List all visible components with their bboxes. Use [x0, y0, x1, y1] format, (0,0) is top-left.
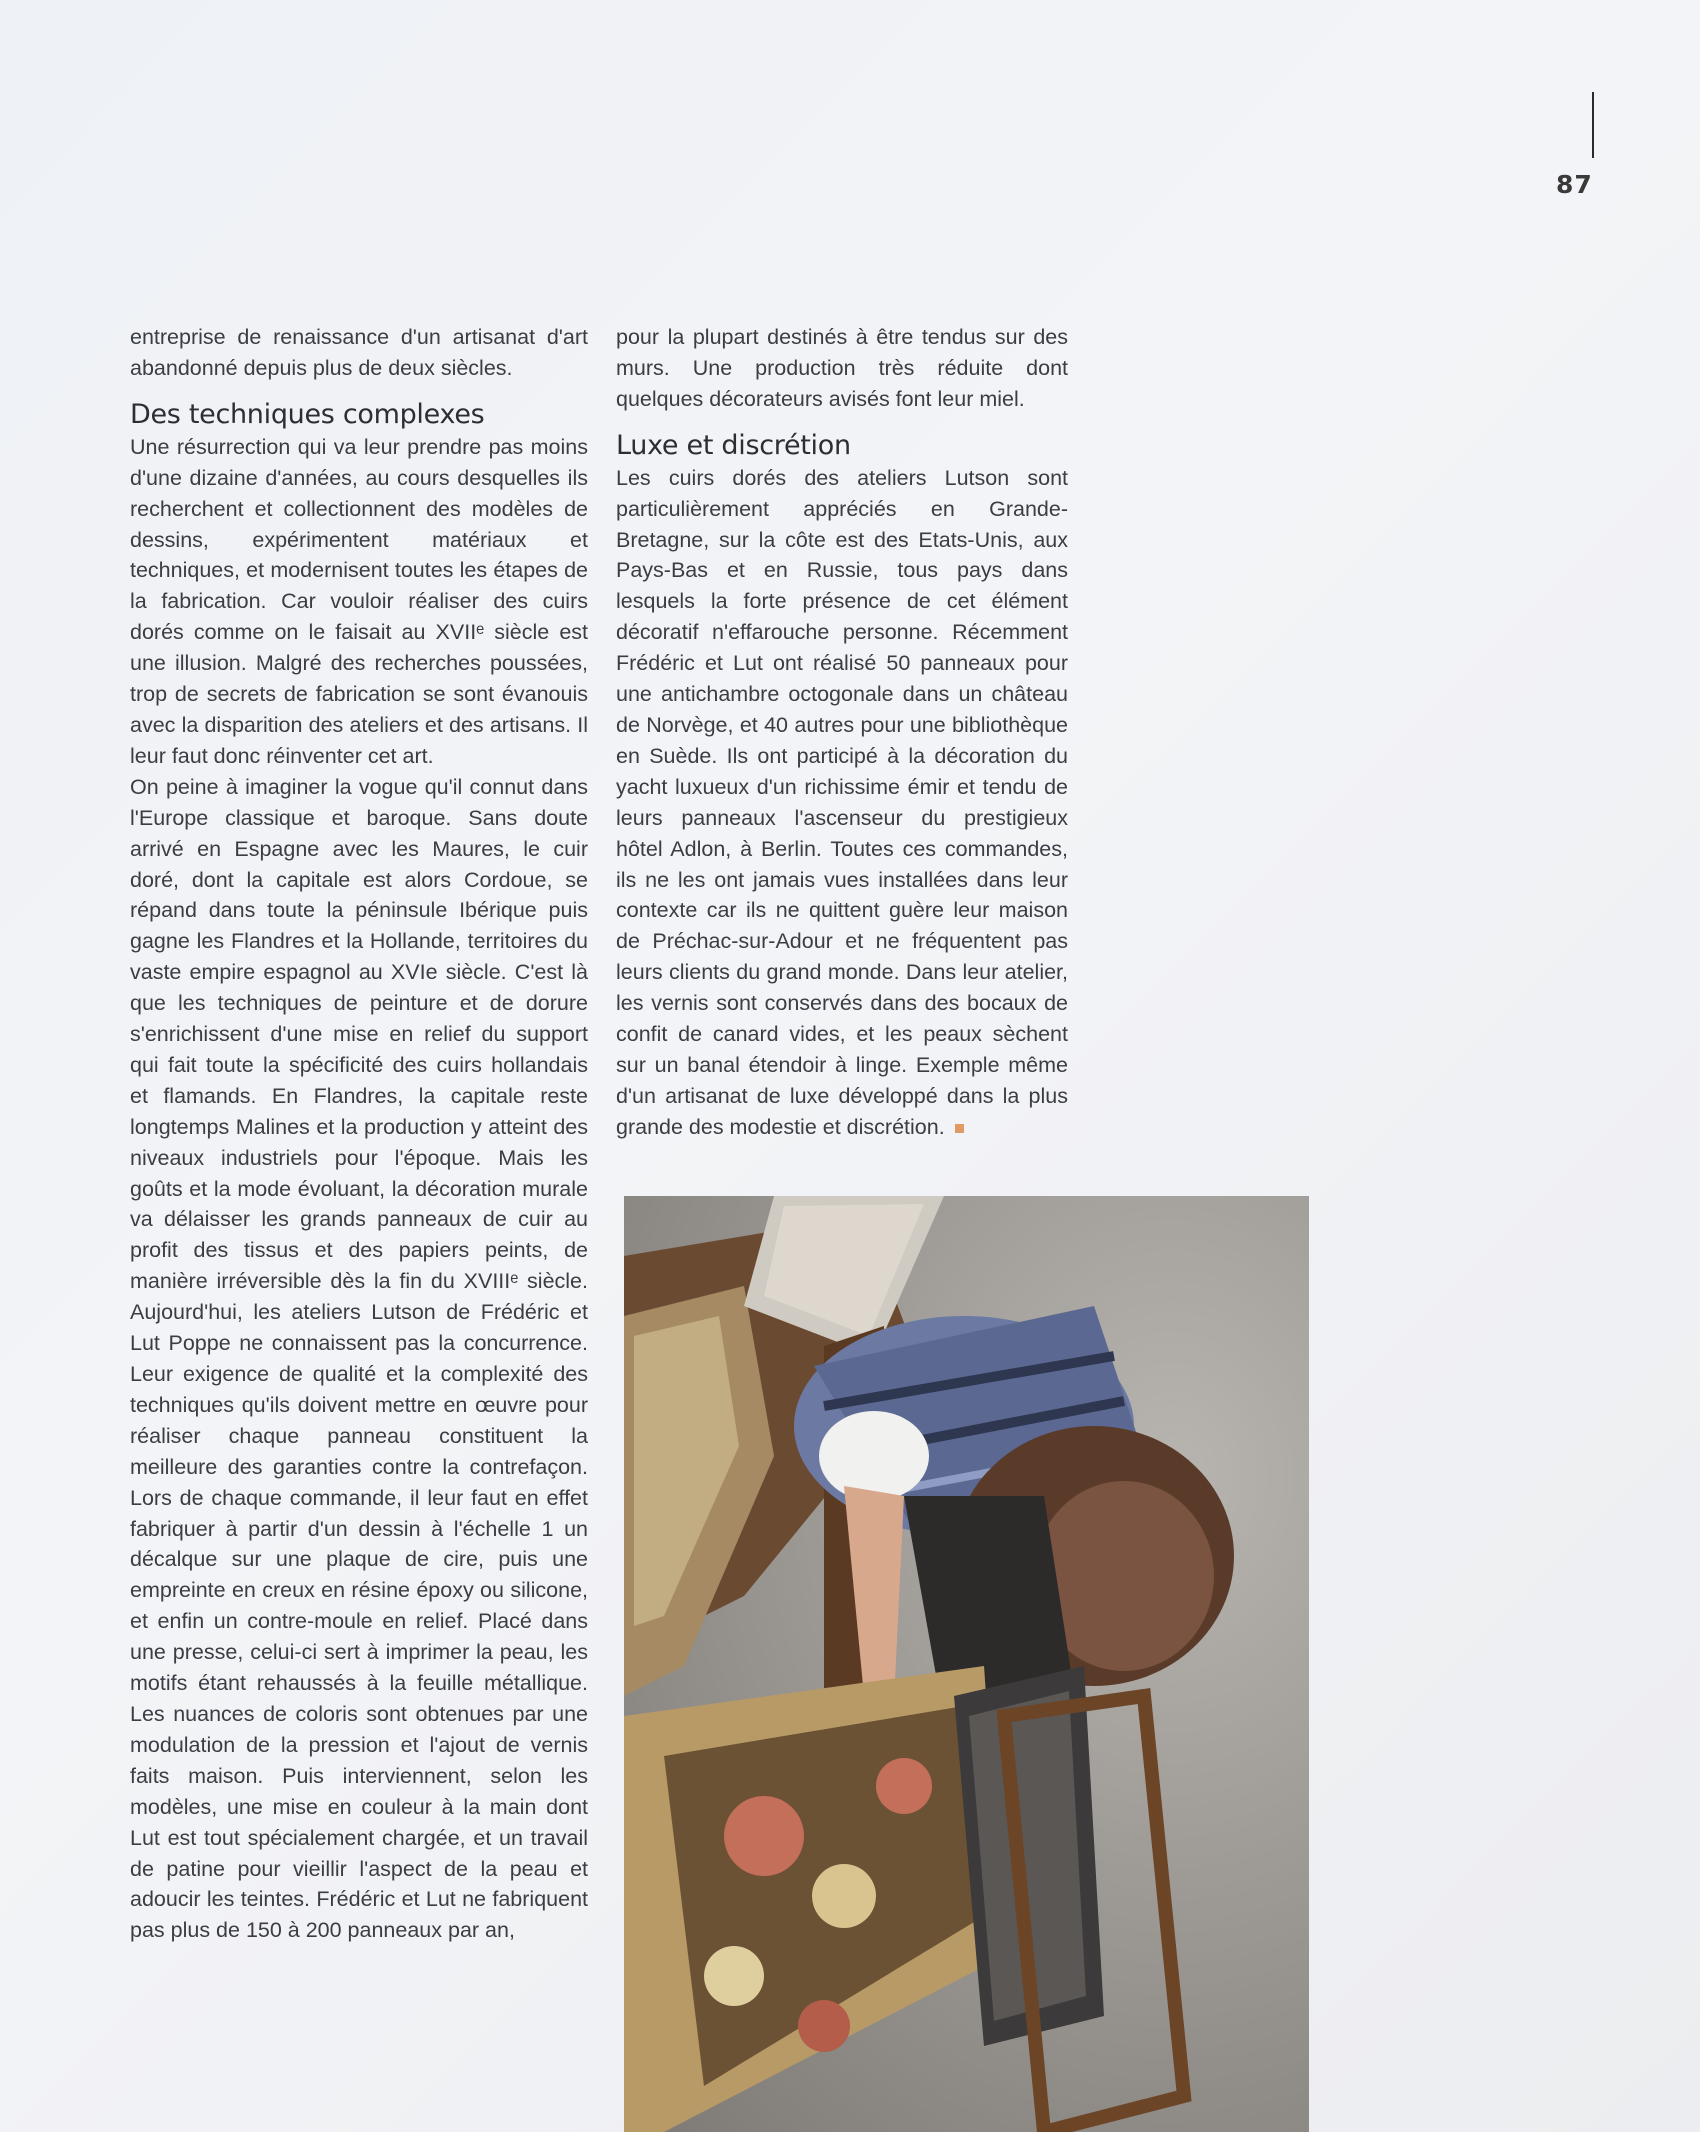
- paragraph-text: Les cuirs dorés des ateliers Lutson sont particulièrement appréciés en Grande-Bretagne, sur la côte est des Etats-Unis, aux Pays-Bas et en Russie, tous pays dans lesquels la forte présence de cet élément décoratif n'effarouche personne. Récemment Frédéric et Lut ont réalisé 50 panneaux pour une antichambre octogonale dans un château de Norvège, et 40 autres pour une bibliothèque en Suède. Ils ont participé à la décoration du yacht luxueux d'un richissime émir et tendu de leurs panneaux l'ascenseur du prestigieux hôtel Adlon, à Berlin. Toutes ces commandes, ils ne les ont jamais vues installées dans leur contexte car ils ne quittent guère leur maison de Préchac-sur-Adour et ne fréquentent pas leurs clients du grand monde. Dans leur atelier, les vernis sont conservés dans des bocaux de confit de canard vides, et les peaux sèchent sur un banal étendoir à linge. Exemple même d'un artisanat de luxe développé dans la plus grande des modestie et discrétion.: [616, 465, 1068, 1139]
- end-of-article-mark: [955, 1124, 964, 1133]
- paragraph: [616, 463, 1068, 1143]
- page-rule-mark: [1592, 92, 1594, 158]
- column-lead-text: pour la plupart destinés à être tendus sur des murs. Une production très réduite dont quelques décorateurs avisés font leur miel.: [616, 325, 1068, 411]
- paragraph: Une résurrection qui va leur prendre pas moins d'une dizaine d'années, au cours desquelles ils recherchent et collectionnent des modèles de dessins, expérimentent matériaux et techniques, et modernisent toutes les étapes de la fabrication. Car vouloir réaliser des cuirs dorés comme on le faisait au XVIIᵉ siècle est une illusion. Malgré des recherches poussées, trop de secrets de fabrication se sont évanouis avec la disparition des ateliers et des artisans. Il leur faut donc réinventer cet art.: [130, 434, 588, 768]
- section-heading-techniques: Des techniques complexes: [130, 398, 485, 430]
- workshop-photo: [624, 1196, 1309, 2132]
- section-heading-luxe: Luxe et discrétion: [616, 429, 851, 461]
- column-lead-text: entreprise de renaissance d'un artisanat d'art abandonné depuis plus de deux siècles.: [130, 325, 588, 380]
- text-column-right: [616, 322, 1068, 1143]
- text-column-left: [130, 322, 588, 1946]
- photo-illustration: [624, 1196, 1309, 2132]
- page-number: 87: [1556, 170, 1593, 199]
- paragraph: On peine à imaginer la vogue qu'il connut dans l'Europe classique et baroque. Sans doute arrivé en Espagne avec les Maures, le cuir doré, dont la capitale est alors Cordoue, se répand dans toute la péninsule Ibérique puis gagne les Flandres et la Hollande, territoires du vaste empire espagnol au XVIe siècle. C'est là que les techniques de peinture et de dorure s'enrichissent d'une mise en relief du support qui fait toute la spécificité des cuirs hollandais et flamands. En Flandres, la capitale reste longtemps Malines et la production y atteint des niveaux industriels pour l'époque. Mais les goûts et la mode évoluant, la décoration murale va délaisser les grands panneaux de cuir au profit des tissus et des papiers peints, de manière irréversible dès la fin du XVIIIᵉ siècle. Aujourd'hui, les ateliers Lutson de Frédéric et Lut Poppe ne connaissent pas la concurrence. Leur exigence de qualité et la complexité des techniques qu'ils doivent mettre en œuvre pour réaliser chaque panneau constituent la meilleure des garanties contre la contrefaçon. Lors de chaque commande, il leur faut en effet fabriquer à partir d'un dessin à l'échelle 1 un décalque sur une plaque de cire, puis une empreinte en creux en résine époxy ou silicone, et enfin un contre-moule en relief. Placé dans une presse, celui-ci sert à imprimer la peau, les motifs étant rehaussés à la feuille métallique. Les nuances de coloris sont obtenues par une modulation de la pression et l'ajout de vernis faits maison. Puis interviennent, selon les modèles, une mise en couleur à la main dont Lut est tout spécialement chargée, et un travail de patine pour vieillir l'aspect de la peau et adoucir les teintes. Frédéric et Lut ne fabriquent pas plus de 150 à 200 panneaux par an,: [130, 774, 588, 1943]
